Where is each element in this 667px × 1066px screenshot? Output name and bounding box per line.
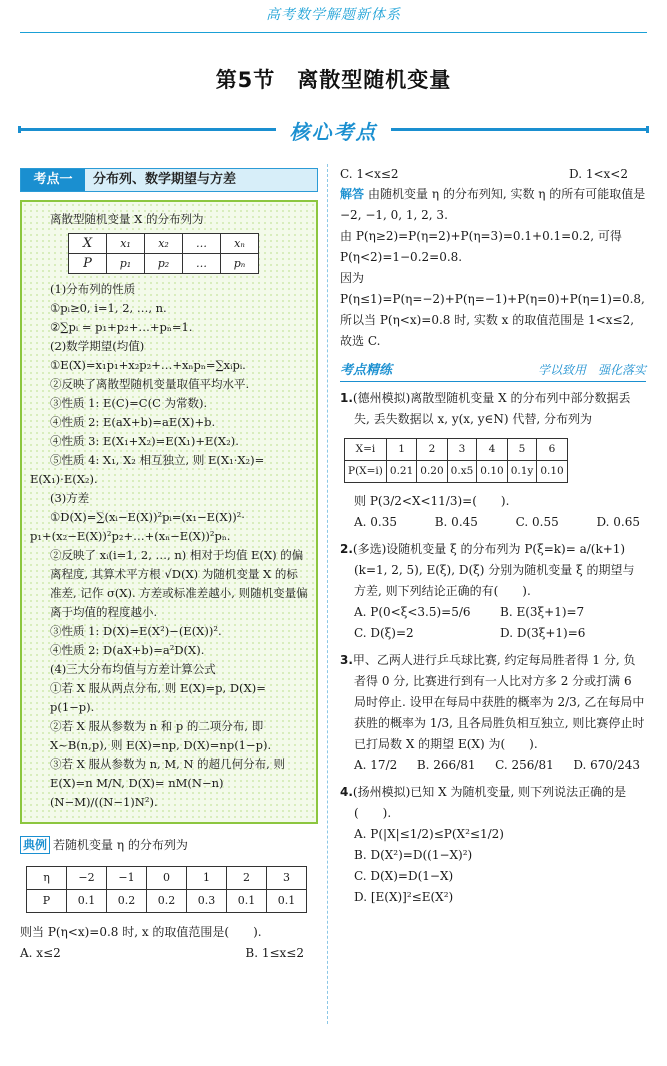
example-question: 则当 P(η<x)=0.8 时, x 的取值范围是( ). <box>20 925 262 939</box>
question-stem: 甲、乙两人进行乒乓球比赛, 约定每局胜者得 1 分, 负者得 0 分, 比赛进行到有一人比对方多 2 分或打满 6 局时停止. 设甲在每局中获胜的概率为 2/3, 乙在每局中获胜的概率为 1/3, 且各局胜负相互独立, 则比赛停止时已打局数 X 的期望 E(X) 为( ). <box>352 653 645 751</box>
left-column <box>20 168 318 963</box>
knowledge-line: ③性质 1: D(X)=E(X²)−(E(X))². <box>50 624 222 638</box>
table-cell: x₁ <box>107 234 145 254</box>
knowledge-line: p₁+(x₂−E(X))²p₂+…+(xₙ−E(X))²pₙ. <box>30 529 231 543</box>
table-cell: 2 <box>417 439 447 461</box>
table-cell: 0.1 <box>67 890 107 913</box>
choice-b: B. 1≤x≤2 <box>245 946 304 960</box>
table-cell: 0.21 <box>386 461 416 483</box>
table-row <box>345 439 568 461</box>
table-row <box>69 234 259 254</box>
topic-name: 分布列、数学期望与方差 <box>93 172 237 187</box>
q3-options <box>340 755 646 776</box>
option-b: B. 266/81 <box>416 758 476 772</box>
q2-options-ab <box>340 602 646 623</box>
knowledge-line: ③性质 1: E(C)=C(C 为常数). <box>50 396 208 410</box>
table-cell: X <box>69 234 107 254</box>
solution-label: 解答 <box>340 187 365 201</box>
example-block <box>20 834 318 963</box>
table-cell: 0.10 <box>537 461 567 483</box>
section-title: 第5节 离散型随机变量 <box>215 68 452 92</box>
table-cell: −1 <box>107 867 147 890</box>
knowledge-line: ⑤性质 4: X₁, X₂ 相互独立, 则 E(X₁·X₂)= <box>50 453 265 467</box>
practice-title: 考点精练 <box>340 363 393 378</box>
table-cell: X=i <box>345 439 387 461</box>
knowledge-line: ④性质 2: D(aX+b)=a²D(X). <box>50 643 205 657</box>
question-stem: (多选)设随机变量 ξ 的分布列为 P(ξ=k)= a/(k+1) (k=1, 2, 5), E(ξ), D(ξ) 分别为随机变量 ξ 的期望与方差, 则下列结论正确的有( ). <box>352 542 635 598</box>
question-4 <box>340 782 646 824</box>
question-number: 1. <box>340 391 353 405</box>
question-1 <box>340 388 646 430</box>
table-cell: … <box>183 234 221 254</box>
knowledge-line: E(X₁)·E(X₂). <box>30 472 98 486</box>
table-cell: … <box>183 254 221 274</box>
banner-title: 核心考点 <box>289 120 378 144</box>
knowledge-line: (1)分布列的性质 <box>50 282 136 296</box>
knowledge-line: ④性质 3: E(X₁+X₂)=E(X₁)+E(X₂). <box>50 434 239 448</box>
option-a: A. P(|X|≤1/2)≤P(X²≤1/2) <box>354 827 504 841</box>
option-c: C. 256/81 <box>495 758 554 772</box>
table-cell: η <box>27 867 67 890</box>
question-stem: (扬州模拟)已知 X 为随机变量, 则下列说法正确的是( ). <box>352 785 627 820</box>
table-cell: 0.20 <box>417 461 447 483</box>
option-c: C. D(X)=D(1−X) <box>354 869 454 883</box>
example-badge: 典例 <box>20 836 50 854</box>
table-cell: xₙ <box>221 234 259 254</box>
question-number: 4. <box>340 785 353 799</box>
example-stem: 若随机变量 η 的分布列为 <box>53 838 188 852</box>
right-column <box>340 164 646 908</box>
knowledge-line: ②反映了离散型随机变量取值平均水平. <box>50 377 250 391</box>
table-cell: 4 <box>477 439 507 461</box>
table-cell: P <box>69 254 107 274</box>
knowledge-line: ①D(X)=∑(xᵢ−E(X))²pᵢ=(x₁−E(X))²· <box>50 510 245 524</box>
core-points-banner <box>18 116 649 142</box>
table-cell: P(X=i) <box>345 461 387 483</box>
table-row <box>27 867 307 890</box>
column-divider <box>327 164 328 1024</box>
q2-options-cd <box>340 623 646 644</box>
table-cell: 5 <box>507 439 537 461</box>
question-stem: (德州模拟)离散型随机变量 X 的分布列中部分数据丢失, 丢失数据以 x, y(x, y∈N) 代替, 分布列为 <box>352 391 631 426</box>
knowledge-line: ③若 X 服从参数为 n, M, N 的超几何分布, 则 E(X)=n M/N, D(X)= nM(N−n)(N−M)/((N−1)N²). <box>50 757 285 809</box>
table-cell: 0.1y <box>507 461 537 483</box>
topic-tag: 考点一 <box>21 169 85 191</box>
question-3 <box>340 650 646 755</box>
table-row <box>345 461 568 483</box>
eta-distribution-table <box>26 866 307 913</box>
option-c: C. 0.55 <box>515 515 559 529</box>
knowledge-box <box>20 200 318 824</box>
option-b: B. 0.45 <box>434 515 478 529</box>
choice-c: C. 1<x≤2 <box>340 167 399 181</box>
table-row <box>69 254 259 274</box>
knowledge-line: (2)数学期望(均值) <box>50 339 145 353</box>
choice-a: A. x≤2 <box>20 946 61 960</box>
table-cell: 3 <box>447 439 477 461</box>
knowledge-line: ④性质 2: E(aX+b)=aE(X)+b. <box>50 415 216 429</box>
distribution-table <box>68 233 259 274</box>
question-number: 3. <box>340 653 353 667</box>
knowledge-line: ②反映了 xᵢ(i=1, 2, …, n) 相对于均值 E(X) 的偏离程度, 其算术平方根 √D(X) 为随机变量 X 的标准差, 记作 σ(X). 方差或标准差越小, 则随机变量偏离于均值的程度越小. <box>50 548 308 619</box>
option-d: D. D(3ξ+1)=6 <box>500 626 586 640</box>
option-b: B. D(X²)=D((1−X)²) <box>354 848 473 862</box>
knowledge-line: ②∑pᵢ = p₁+p₂+…+pₙ=1. <box>50 320 193 334</box>
solution-text: 由随机变量 η 的分布列知, 实数 η 的所有可能取值是 −2, −1, 0, 1, 2, 3. <box>340 187 646 222</box>
table-cell: 3 <box>267 867 307 890</box>
q1-distribution-table <box>344 438 568 483</box>
table-cell: 6 <box>537 439 567 461</box>
option-a: A. P(0<ξ<3.5)=5/6 <box>354 605 471 619</box>
topic-bar <box>20 168 318 192</box>
option-d: D. 670/243 <box>573 758 640 772</box>
table-cell: pₙ <box>221 254 259 274</box>
option-d: D. [E(X)]²≤E(X²) <box>354 890 454 904</box>
table-row <box>27 890 307 913</box>
option-a: A. 17/2 <box>354 758 398 772</box>
running-header <box>0 0 667 34</box>
table-cell: 1 <box>386 439 416 461</box>
option-c: C. D(ξ)=2 <box>354 626 414 640</box>
table-cell: 0.1 <box>227 890 267 913</box>
knowledge-line: (3)方差 <box>50 491 90 505</box>
knowledge-line: ①pᵢ≥0, i=1, 2, …, n. <box>50 301 167 315</box>
table-cell: p₁ <box>107 254 145 274</box>
table-cell: 0.2 <box>107 890 147 913</box>
knowledge-line: ①若 X 服从两点分布, 则 E(X)=p, D(X)= p(1−p). <box>50 681 266 714</box>
choice-d: D. 1<x<2 <box>569 167 628 181</box>
option-b: B. E(3ξ+1)=7 <box>500 605 585 619</box>
knowledge-line: ①E(X)=x₁p₁+x₂p₂+…+xₙpₙ=∑xᵢpᵢ. <box>50 358 246 372</box>
knowledge-intro: 离散型随机变量 X 的分布列为 <box>50 212 204 226</box>
solution-text: 因为 P(η≤1)=P(η=−2)+P(η=−1)+P(η=0)+P(η=1)=0.8, 所以当 P(η<x)=0.8 时, 实数 x 的取值范围是 1<x≤2, 故选 C. <box>340 271 645 348</box>
table-cell: 0.3 <box>187 890 227 913</box>
table-cell: 2 <box>227 867 267 890</box>
question-2 <box>340 539 646 602</box>
practice-bar <box>340 360 646 382</box>
table-cell: −2 <box>67 867 107 890</box>
example-choices-cd <box>340 164 646 184</box>
banner-rule-right <box>391 128 649 131</box>
table-cell: p₂ <box>145 254 183 274</box>
table-cell: 0.10 <box>477 461 507 483</box>
table-cell: 0.x5 <box>447 461 477 483</box>
table-cell: 0.1 <box>267 890 307 913</box>
table-cell: 0.2 <box>147 890 187 913</box>
knowledge-line: ②若 X 服从参数为 n 和 p 的二项分布, 即 X~B(n,p), 则 E(X)=np, D(X)=np(1−p). <box>50 719 272 752</box>
q1-options <box>340 512 646 533</box>
knowledge-line: (4)三大分布均值与方差计算公式 <box>50 662 216 676</box>
question-number: 2. <box>340 542 353 556</box>
solution-block <box>340 184 646 226</box>
table-cell: 0 <box>147 867 187 890</box>
header-rule <box>20 32 647 33</box>
table-cell: 1 <box>187 867 227 890</box>
option-d: D. 0.65 <box>596 515 640 529</box>
example-choices-ab <box>20 943 318 963</box>
practice-slogan: 学以致用 强化落实 <box>537 363 646 377</box>
question-ask: 则 P(3/2<X<11/3)=( ). <box>354 494 510 508</box>
table-cell: P <box>27 890 67 913</box>
solution-text: 由 P(η≥2)=P(η=2)+P(η=3)=0.1+0.1=0.2, 可得 P(η<2)=1−0.2=0.8. <box>340 229 622 264</box>
table-cell: x₂ <box>145 234 183 254</box>
running-title: 高考数学解题新体系 <box>266 7 401 23</box>
option-a: A. 0.35 <box>354 515 398 529</box>
